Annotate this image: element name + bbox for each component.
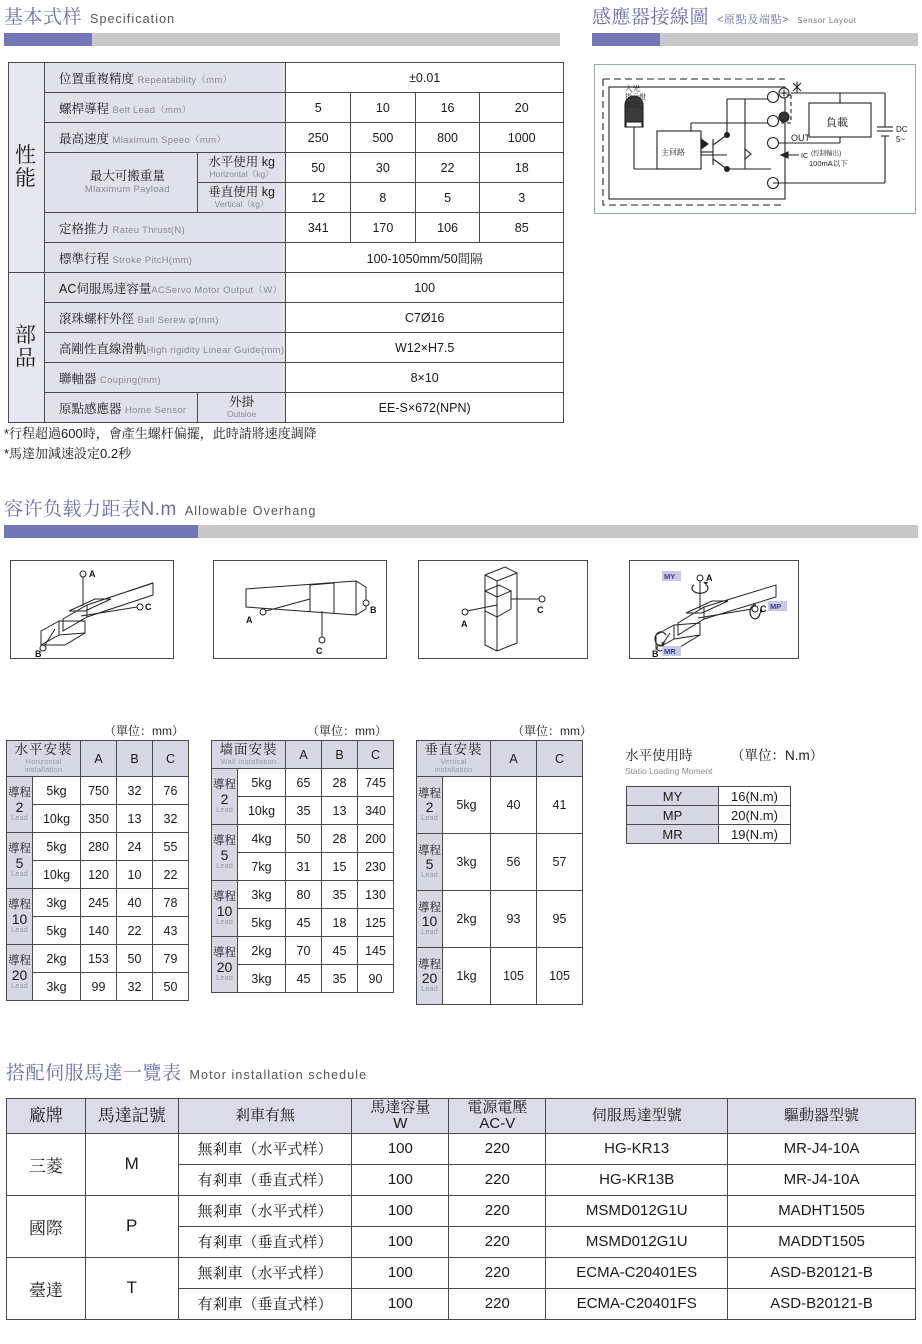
- spec-sublabel-horizontal: 水平使用 kg Horizontal（kg）: [197, 153, 286, 183]
- spec-cell: 106: [415, 213, 480, 243]
- spec-row-label-max-payload: 最大可搬重量 Mlaximum Payload: [45, 153, 198, 213]
- motor-model-cell: HG-KR13B: [546, 1164, 728, 1195]
- motor-model-cell: MSMD012G1U: [546, 1226, 728, 1257]
- spec-cell: 800: [415, 123, 480, 153]
- axis-label-b: B: [35, 649, 42, 658]
- load-cell: 2kg: [33, 945, 81, 973]
- load-cell: 3kg: [443, 834, 491, 891]
- moment-title-en: Statio Loading Moment: [625, 766, 713, 776]
- overhang-divider-bar: [4, 525, 918, 538]
- spec-cell: 30: [351, 153, 416, 183]
- brake-cell: 有剎車（垂直式样）: [178, 1164, 352, 1195]
- brake-cell: 無剎車（水平式样）: [178, 1257, 352, 1288]
- voltage-cell: 220: [449, 1195, 546, 1226]
- overhang-diagram-moments: [629, 560, 799, 659]
- value-cell: 200: [358, 825, 394, 853]
- brake-cell: 有剎車（垂直式样）: [178, 1288, 352, 1319]
- value-cell: 65: [286, 769, 322, 797]
- header-motor-model: 伺服馬達型號: [546, 1099, 728, 1134]
- brake-cell: 無剎車（水平式样）: [178, 1133, 352, 1164]
- value-cell: 230: [358, 853, 394, 881]
- moment-label-mp: MP: [770, 602, 782, 611]
- value-cell: 80: [286, 881, 322, 909]
- load-cell: 3kg: [33, 973, 81, 1001]
- spec-row-label-repeatability: 位置重複精度 Repeatability（mm）: [45, 63, 286, 93]
- spec-cell: 18: [480, 153, 564, 183]
- column-header-c: C: [537, 741, 583, 777]
- spec-row-label-acservo-output: AC伺服馬達容量ACServo Motor Output（W）: [45, 273, 286, 303]
- section-header-overhang: [4, 494, 317, 538]
- moment-value: 19(N.m): [719, 825, 791, 844]
- spec-cell: 341: [286, 213, 351, 243]
- table-row: [7, 1257, 916, 1288]
- dc-label-line2: 5~: [896, 135, 906, 144]
- load-cell: 5kg: [33, 917, 81, 945]
- sensor-title-cn: 感應器接線圖: [592, 7, 710, 28]
- driver-model-cell: MADDT1505: [728, 1226, 916, 1257]
- moment-title-cn: 水平使用時: [625, 748, 693, 763]
- spec-value-stroke-pitch: 100-1050mm/50間隔: [286, 243, 564, 273]
- load-cell: 1kg: [443, 948, 491, 1005]
- control-output-label: (控制輸出): [811, 150, 842, 157]
- lead-group-20: 導程 20 Lead: [7, 945, 33, 1001]
- brake-cell: 有剎車（垂直式样）: [178, 1226, 352, 1257]
- overhang-diagram-wall: [213, 560, 387, 659]
- load-cell: 4kg: [238, 825, 286, 853]
- moment-caption: [625, 744, 823, 776]
- load-cell: 2kg: [238, 937, 286, 965]
- dc-label-line1: DC: [896, 125, 908, 134]
- driver-model-cell: MADHT1505: [728, 1195, 916, 1226]
- moment-value: 16(N.m): [719, 787, 791, 806]
- moment-value: 20(N.m): [719, 806, 791, 825]
- spec-value-linear-guide: W12×H7.5: [286, 333, 564, 363]
- value-cell: 280: [81, 833, 117, 861]
- led-label-line1: 入光: [625, 84, 640, 93]
- value-cell: 90: [358, 965, 394, 993]
- spec-cell: 20: [480, 93, 564, 123]
- spec-value-repeatability: ±0.01: [286, 63, 564, 93]
- lead-group-5: 導程 5 Lead: [417, 834, 443, 891]
- value-cell: 50: [286, 825, 322, 853]
- value-cell: 31: [286, 853, 322, 881]
- voltage-cell: 220: [449, 1257, 546, 1288]
- lead-group-20: 導程 20 Lead: [212, 937, 238, 993]
- value-cell: 28: [322, 769, 358, 797]
- motor-title-cn: 搭配伺服馬達一覽表: [6, 1063, 182, 1084]
- led-label-line2: 指示燈: [625, 94, 646, 101]
- voltage-cell: 220: [449, 1133, 546, 1164]
- ic-label: IC: [801, 153, 808, 160]
- moment-label-my: MY: [664, 572, 676, 581]
- value-cell: 130: [358, 881, 394, 909]
- value-cell: 45: [286, 909, 322, 937]
- section-divider-bar: [4, 33, 560, 46]
- load-cell: 3kg: [238, 881, 286, 909]
- motor-model-cell: MSMD012G1U: [546, 1195, 728, 1226]
- motor-title-en: Motor installation schedule: [189, 1068, 368, 1082]
- spec-cell: 8: [351, 183, 416, 213]
- unit-caption-wall: （單位：mm）: [307, 724, 387, 738]
- code-cell: M: [85, 1133, 178, 1195]
- overhang-title-cn: 容许负载力距表N.m: [4, 499, 177, 520]
- brand-cell: 臺達: [7, 1257, 86, 1319]
- spec-value-ball-screw: C7Ø16: [286, 303, 564, 333]
- voltage-cell: 220: [449, 1288, 546, 1319]
- value-cell: 76: [153, 777, 189, 805]
- spec-sublabel-vertical: 垂直使用 kg Vertical（kg）: [197, 183, 286, 213]
- footnote-2: *馬達加減速設定0.2秒: [4, 446, 132, 462]
- spec-footnotes: [4, 424, 317, 464]
- lead-group-2: 導程 2 Lead: [212, 769, 238, 825]
- lead-group-5: 導程 5 Lead: [212, 825, 238, 881]
- axis-label-c: C: [760, 604, 767, 614]
- load-cell: 5kg: [238, 909, 286, 937]
- value-cell: 245: [81, 889, 117, 917]
- value-cell: 15: [322, 853, 358, 881]
- header-brand: 廠牌: [7, 1099, 86, 1134]
- spec-value-coupling: 8×10: [286, 363, 564, 393]
- main-circuit-label: 主回路: [661, 148, 685, 157]
- code-cell: P: [85, 1195, 178, 1257]
- sensor-circuit-diagram: [594, 64, 916, 214]
- value-cell: 105: [491, 948, 537, 1005]
- value-cell: 32: [117, 973, 153, 1001]
- sensor-title-sub: <原點及端點>: [717, 14, 790, 26]
- spec-cell: 85: [480, 213, 564, 243]
- load-cell: 5kg: [33, 833, 81, 861]
- spec-group-parts: 部品: [9, 273, 45, 423]
- spec-row-label-linear-guide: 高剛性直線滑軌High rigidity Linear Guide(mm): [45, 333, 286, 363]
- sensor-divider-bar: [592, 33, 918, 46]
- circuit-svg: [595, 65, 915, 213]
- spec-cell: 22: [415, 153, 480, 183]
- specification-table: [8, 62, 564, 423]
- spec-row-label-coupling: 聯軸器 Couping(mm): [45, 363, 286, 393]
- current-limit-label: 100mA以下: [809, 159, 848, 168]
- value-cell: 41: [537, 777, 583, 834]
- capacity-cell: 100: [352, 1133, 449, 1164]
- motor-model-cell: ECMA-C20401ES: [546, 1257, 728, 1288]
- spec-row-label-rated-thrust: 定格推力 Rateu Thrust(N): [45, 213, 286, 243]
- static-moment-table: [626, 786, 791, 844]
- spec-cell: 500: [351, 123, 416, 153]
- moment-key: MY: [627, 787, 719, 806]
- value-cell: 153: [81, 945, 117, 973]
- moment-key: MP: [627, 806, 719, 825]
- section-header-motor: [6, 1058, 367, 1085]
- section-header-sensor-layout: [592, 2, 918, 46]
- lead-group-5: 導程 5 Lead: [7, 833, 33, 889]
- value-cell: 95: [537, 891, 583, 948]
- value-cell: 125: [358, 909, 394, 937]
- spec-row-label-ball-screw: 滾珠螺杆外徑 Ball Serew φ(mm): [45, 303, 286, 333]
- load-cell: 5kg: [33, 777, 81, 805]
- header-voltage: 電源電壓 AC-V: [449, 1099, 546, 1134]
- value-cell: 50: [153, 973, 189, 1001]
- header-brake: 剎車有無: [178, 1099, 352, 1134]
- section-title-cn: 基本式样: [4, 7, 83, 28]
- value-cell: 140: [81, 917, 117, 945]
- driver-model-cell: MR-J4-10A: [728, 1164, 916, 1195]
- moment-key: MR: [627, 825, 719, 844]
- value-cell: 70: [286, 937, 322, 965]
- value-cell: 35: [322, 881, 358, 909]
- spec-value-acservo-output: 100: [286, 273, 564, 303]
- column-header-b: B: [322, 741, 358, 769]
- load-cell: 5kg: [443, 777, 491, 834]
- axis-label-a: A: [461, 619, 468, 629]
- capacity-cell: 100: [352, 1288, 449, 1319]
- value-cell: 57: [537, 834, 583, 891]
- column-header-a: A: [491, 741, 537, 777]
- value-cell: 105: [537, 948, 583, 1005]
- load-label: 負載: [826, 117, 848, 129]
- capacity-cell: 100: [352, 1164, 449, 1195]
- spec-cell: 5: [286, 93, 351, 123]
- moment-label-mr: MR: [664, 647, 676, 656]
- spec-row-label-home-sensor: 原點感應器 Home Sensor: [45, 393, 198, 423]
- load-cell: 10kg: [238, 797, 286, 825]
- axis-label-c: C: [537, 605, 544, 615]
- voltage-cell: 220: [449, 1164, 546, 1195]
- driver-model-cell: ASD-B20121-B: [728, 1288, 916, 1319]
- header-capacity: 馬達容量 W: [352, 1099, 449, 1134]
- overhang-table-horizontal: [6, 740, 189, 1001]
- motor-installation-table: [6, 1098, 916, 1320]
- table-row: [7, 1133, 916, 1164]
- value-cell: 45: [322, 937, 358, 965]
- load-cell: 10kg: [33, 805, 81, 833]
- overhang-table-wall: [211, 740, 394, 993]
- column-header-a: A: [81, 741, 117, 777]
- value-cell: 56: [491, 834, 537, 891]
- led-label-line3: (紅色): [625, 102, 644, 109]
- spec-sublabel-outside: 外掛 Outsioe: [197, 393, 286, 423]
- axis-label-a: A: [246, 615, 253, 625]
- value-cell: 43: [153, 917, 189, 945]
- axis-label-c: C: [145, 602, 152, 612]
- value-cell: 32: [153, 805, 189, 833]
- spec-cell: 170: [351, 213, 416, 243]
- spec-cell: 50: [286, 153, 351, 183]
- load-cell: 3kg: [238, 965, 286, 993]
- value-cell: 79: [153, 945, 189, 973]
- value-cell: 99: [81, 973, 117, 1001]
- overhang-title-vertical: 垂直安裝 Vertical installation: [417, 741, 491, 777]
- unit-caption-horizontal: （單位：mm）: [104, 724, 184, 738]
- header-code: 馬達記號: [85, 1099, 178, 1134]
- voltage-cell: 220: [449, 1226, 546, 1257]
- motor-model-cell: ECMA-C20401FS: [546, 1288, 728, 1319]
- section-header-specification: [4, 2, 560, 46]
- lead-group-20: 導程 20 Lead: [417, 948, 443, 1005]
- value-cell: 78: [153, 889, 189, 917]
- code-cell: T: [85, 1257, 178, 1319]
- value-cell: 28: [322, 825, 358, 853]
- value-cell: 120: [81, 861, 117, 889]
- value-cell: 750: [81, 777, 117, 805]
- column-header-b: B: [117, 741, 153, 777]
- spec-cell: 16: [415, 93, 480, 123]
- lead-group-10: 導程 10 Lead: [417, 891, 443, 948]
- spec-cell: 5: [415, 183, 480, 213]
- header-driver-model: 驅動器型號: [728, 1099, 916, 1134]
- spec-row-label-stroke-pitch: 標準行程 Stroke PitcH(mm): [45, 243, 286, 273]
- axis-label-b: B: [652, 649, 659, 658]
- driver-model-cell: ASD-B20121-B: [728, 1257, 916, 1288]
- overhang-diagram-vertical: [418, 560, 588, 659]
- axis-label-a: A: [89, 569, 96, 579]
- value-cell: 145: [358, 937, 394, 965]
- table-row: [7, 1195, 916, 1226]
- sensor-title-en: Sensor Layout: [797, 16, 857, 25]
- spec-cell: 10: [351, 93, 416, 123]
- section-title-en: Specification: [90, 12, 176, 26]
- column-header-a: A: [286, 741, 322, 769]
- brand-cell: 國際: [7, 1195, 86, 1257]
- spec-row-label-belt-lead: 螺桿導程 Belt Lead（mm）: [45, 93, 286, 123]
- value-cell: 55: [153, 833, 189, 861]
- load-cell: 7kg: [238, 853, 286, 881]
- driver-model-cell: MR-J4-10A: [728, 1133, 916, 1164]
- spec-cell: 1000: [480, 123, 564, 153]
- value-cell: 32: [117, 777, 153, 805]
- capacity-cell: 100: [352, 1195, 449, 1226]
- value-cell: 40: [117, 889, 153, 917]
- moment-unit: （單位：N.m）: [730, 748, 824, 763]
- value-cell: 45: [286, 965, 322, 993]
- column-header-c: C: [153, 741, 189, 777]
- value-cell: 745: [358, 769, 394, 797]
- overhang-diagram-horizontal: [10, 560, 174, 659]
- load-cell: 3kg: [33, 889, 81, 917]
- axis-label-c: C: [316, 646, 323, 656]
- spec-cell: 250: [286, 123, 351, 153]
- value-cell: 35: [322, 965, 358, 993]
- spec-cell: 3: [480, 183, 564, 213]
- load-cell: 2kg: [443, 891, 491, 948]
- capacity-cell: 100: [352, 1257, 449, 1288]
- axis-label-b: B: [370, 605, 377, 615]
- overhang-table-vertical: [416, 740, 583, 1005]
- footnote-1: *行程超過600時，會產生螺杆偏擺，此時請將速度調降: [4, 426, 317, 441]
- motor-model-cell: HG-KR13: [546, 1133, 728, 1164]
- load-cell: 10kg: [33, 861, 81, 889]
- spec-row-label-max-speed: 最高速度 Mlaximum Speeo（mm）: [45, 123, 286, 153]
- value-cell: 10: [117, 861, 153, 889]
- unit-caption-vertical: （單位：mm）: [512, 724, 592, 738]
- value-cell: 13: [117, 805, 153, 833]
- spec-group-performance: 性能: [9, 63, 45, 273]
- value-cell: 93: [491, 891, 537, 948]
- value-cell: 50: [117, 945, 153, 973]
- spec-cell: 12: [286, 183, 351, 213]
- value-cell: 18: [322, 909, 358, 937]
- value-cell: 22: [117, 917, 153, 945]
- out-label: OUT: [791, 133, 810, 143]
- load-cell: 5kg: [238, 769, 286, 797]
- value-cell: 340: [358, 797, 394, 825]
- axis-label-a: A: [706, 573, 713, 583]
- value-cell: 24: [117, 833, 153, 861]
- lead-group-2: 導程 2 Lead: [7, 777, 33, 833]
- spec-value-home-sensor: EE-S×672(NPN): [286, 393, 564, 423]
- overhang-title-en: Allowable Overhang: [184, 504, 317, 518]
- column-header-c: C: [358, 741, 394, 769]
- value-cell: 40: [491, 777, 537, 834]
- brand-cell: 三菱: [7, 1133, 86, 1195]
- lead-group-2: 導程 2 Lead: [417, 777, 443, 834]
- capacity-cell: 100: [352, 1226, 449, 1257]
- value-cell: 350: [81, 805, 117, 833]
- overhang-title-horizontal: 水平安裝 Horizontal installation: [7, 741, 81, 777]
- value-cell: 35: [286, 797, 322, 825]
- brake-cell: 無剎車（水平式样）: [178, 1195, 352, 1226]
- value-cell: 22: [153, 861, 189, 889]
- lead-group-10: 導程 10 Lead: [7, 889, 33, 945]
- overhang-title-wall: 墙面安裝 Wall Installation: [212, 741, 286, 769]
- motor-table-header-row: [7, 1099, 916, 1134]
- lead-group-10: 導程 10 Lead: [212, 881, 238, 937]
- value-cell: 13: [322, 797, 358, 825]
